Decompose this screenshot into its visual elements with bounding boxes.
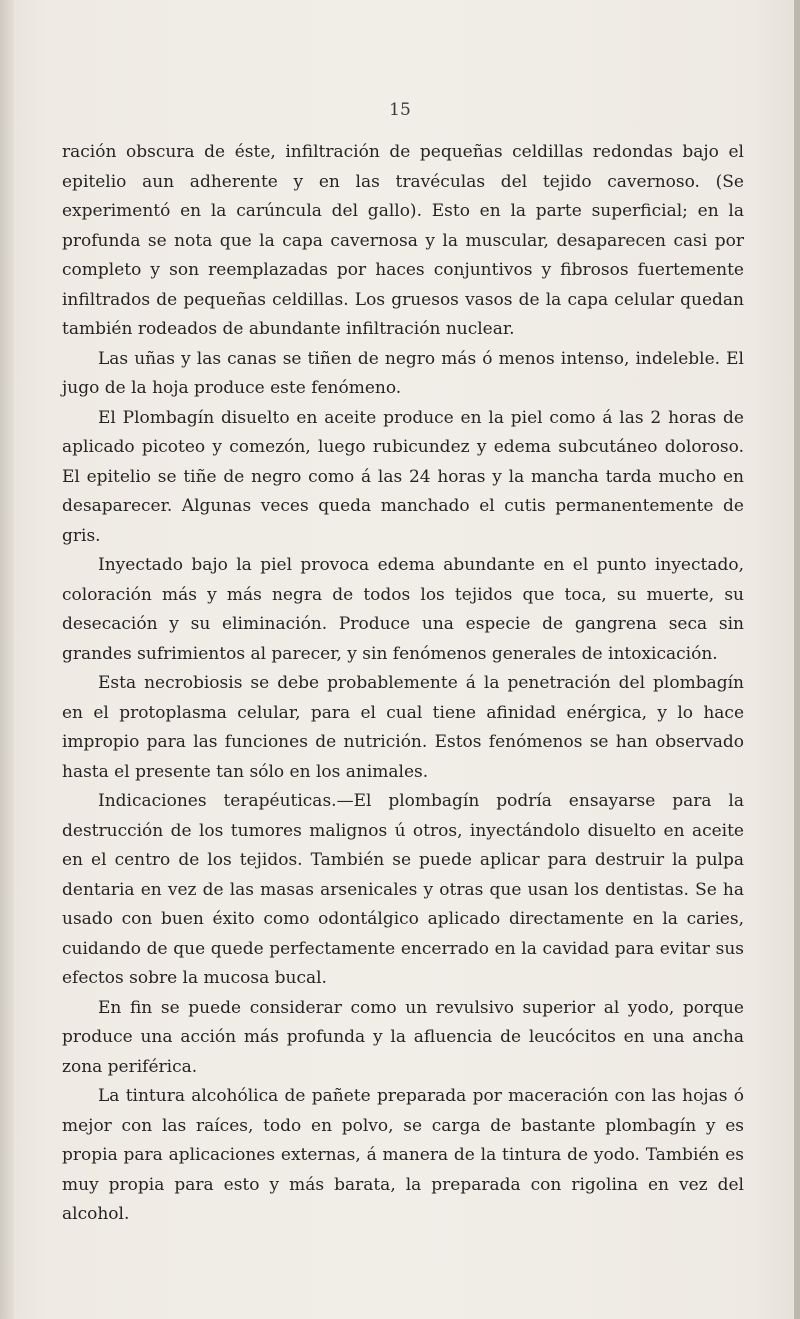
paragraph-skin-effects: El Plombagín disuelto en aceite produce en la piel como á las 2 horas de aplicado picoteo y comezón, luego rubicundez y edema subcutáneo doloroso. El epitelio se tiñe de negro como á las 24 horas y la mancha tarda mucho en desaparecer. Algunas veces queda manchado el cutis permanentemente de gris. [62,407,744,546]
page-number: 15 [389,100,411,120]
page-edge [794,0,800,1319]
paragraph-necrobiosis: Esta necrobiosis se debe probablemente á la penetración del plombagín en el protoplasma celular, para el cual tiene afinidad enérgica, y lo hace impropio para las funciones de nutrición. Estos fenómenos se han observado hasta el presente tan sólo en los animales. [62,673,744,782]
body-text [62,138,744,1230]
paragraph-nails-hair: Las uñas y las canas se tiñen de negro más ó menos intenso, indeleble. El jugo de la hoja produce este fenómeno. [62,348,744,398]
paragraph-indications: Indicaciones terapéuticas.—El plombagín podría ensayarse para la destrucción de los tumores malignos ú otros, inyectándolo disuelto en aceite en el centro de los tejidos. También se puede aplicar para destruir la pulpa dentaria en vez de las masas arsenicales y otras que usan los dentistas. Se ha usado con buen éxito como odontálgico aplicado directamente en la caries, cuidando de que quede perfectamente encerrado en la cavidad para evitar sus efectos sobre la mucosa bucal. [62,791,744,988]
paragraph-revulsive: En fin se puede considerar como un revulsivo superior al yodo, porque produce una acción más profunda y la afluencia de leucócitos en una ancha zona periférica. [62,997,744,1077]
paragraph-tincture: La tintura alcohólica de pañete preparada por maceración con las hojas ó mejor con las raíces, todo en polvo, se carga de bastante plombagín y es propia para aplicaciones externas, á manera de la tintura de yodo. También es muy propia para esto y más barata, la preparada con rigolina en vez del alcohol. [62,1086,744,1224]
paragraph-continuation: ración obscura de éste, infiltración de pequeñas celdillas redondas bajo el epitelio aun adherente y en las travéculas del tejido cavernoso. (Se experimentó en la carúncula del gallo). Esto en la parte superficial; en la profunda se nota que la capa cavernosa y la muscular, desaparecen casi por completo y son reemplazadas por haces conjuntivos y fibrosos fuertemente infiltrados de pequeñas celdillas. Los gruesos vasos de la capa celular quedan también rodeados de abundante infiltración nuclear. [62,142,744,339]
page-gutter [0,0,14,1319]
paragraph-injection: Inyectado bajo la piel provoca edema abundante en el punto inyectado, coloración más y más negra de todos los tejidos que toca, su muerte, su desecación y su eliminación. Produce una especie de gangrena seca sin grandes sufrimientos al parecer, y sin fenómenos generales de intoxicación. [62,555,744,664]
